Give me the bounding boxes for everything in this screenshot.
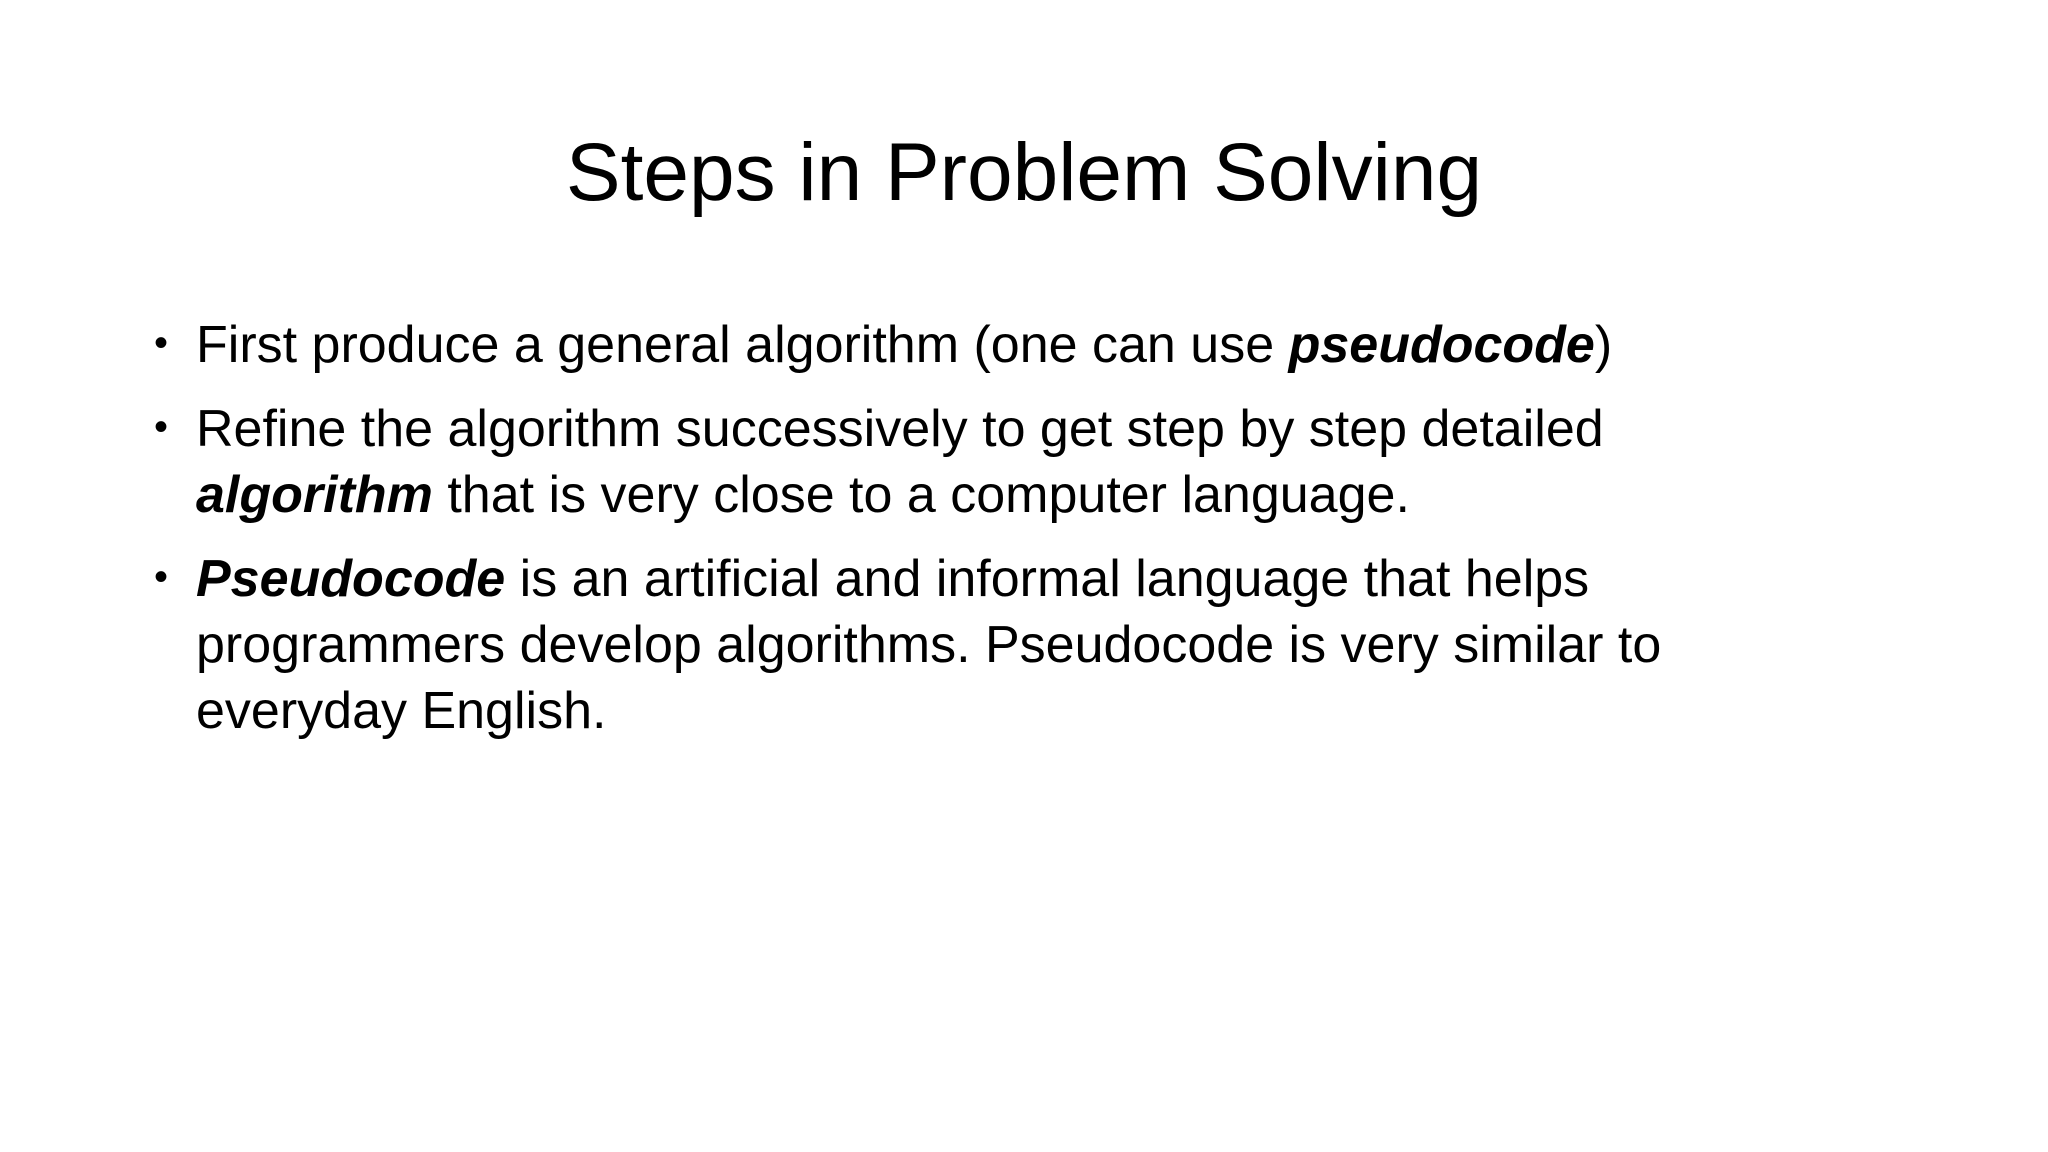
bullet-text-part: First produce a general algorithm (one can use [196, 316, 1289, 374]
bullet-item-3 [150, 546, 1830, 744]
bullet-text [196, 316, 1612, 374]
bullet-text [196, 550, 1661, 740]
bullet-text-part: that is very close to a computer language. [432, 466, 1410, 524]
bullet-icon: • [154, 405, 169, 449]
bullet-item-1 [150, 312, 1830, 378]
bullet-icon: • [154, 555, 169, 599]
bullet-text-part: ) [1594, 316, 1613, 374]
bullet-emphasis-pseudocode: pseudocode [1288, 316, 1595, 374]
bullet-icon: • [154, 321, 169, 365]
bullet-list [150, 312, 1830, 762]
bullet-text-part: is an artificial and informal language that helps programmers develop algorithms. Pseudocode is very similar to everyday English. [196, 550, 1662, 740]
bullet-emphasis-pseudocode: Pseudocode [196, 550, 506, 608]
slide-title: Steps in Problem Solving [565, 127, 1483, 218]
bullet-emphasis-algorithm: algorithm [196, 466, 433, 524]
bullet-item-2 [150, 396, 1830, 528]
bullet-text-part: Refine the algorithm successively to get step by step detailed [196, 400, 1604, 458]
bullet-text [196, 400, 1604, 524]
